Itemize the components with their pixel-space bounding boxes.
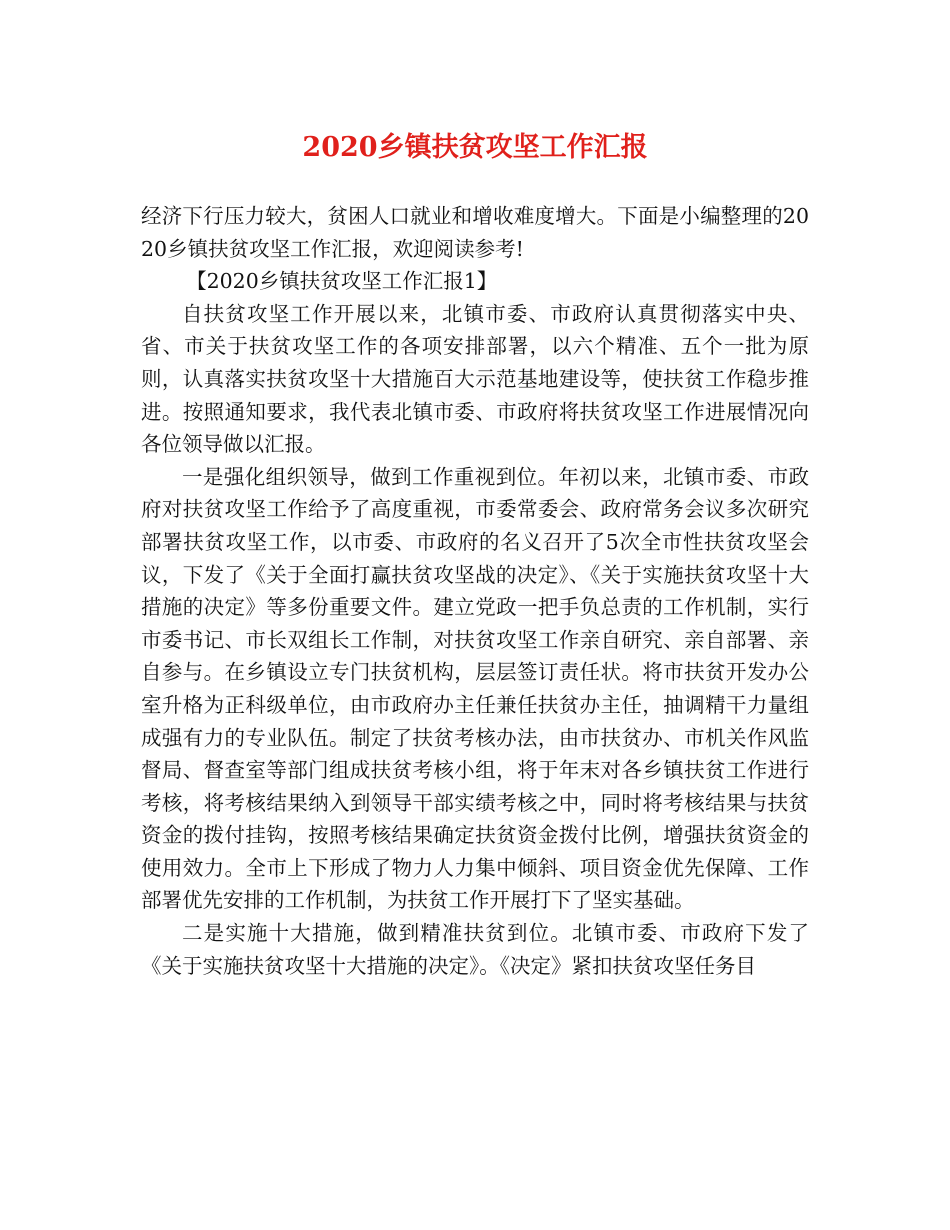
section-heading: 【2020乡镇扶贫攻坚工作汇报1】 [186,269,498,294]
body-paragraph-1: 自扶贫攻坚工作开展以来，北镇市委、市政府认真贯彻落实中央、省、市关于扶贫攻坚工作的各项安排部署，以六个精准、五个一批为原则，认真落实扶贫攻坚十大措施百大示范基地建设等，使扶贫工作稳步推进。按照通知要求，我代表北镇市委、市政府将扶贫攻坚工作进展情况向各位领导做以汇报。 [141,301,809,457]
document-title: 2020乡镇扶贫攻坚工作汇报 [302,132,648,163]
body-paragraph-3: 二是实施十大措施，做到精准扶贫到位。北镇市委、市政府下发了《关于实施扶贫攻坚十大措施的决定》。《决定》紧扣扶贫攻坚任务目 [141,921,809,978]
intro-paragraph: 经济下行压力较大，贫困人口就业和增收难度增大。下面是小编整理的2020乡镇扶贫攻坚工作汇报，欢迎阅读参考! [141,204,809,261]
body-paragraph-2: 一是强化组织领导，做到工作重视到位。年初以来，北镇市委、市政府对扶贫攻坚工作给予了高度重视，市委常委会、政府常务会议多次研究部署扶贫攻坚工作，以市委、市政府的名义召开了5次全市性扶贫攻坚会议，下发了《关于全面打赢扶贫攻坚战的决定》、《关于实施扶贫攻坚十大措施的决定》等多份重要文件。建立党政一把手负总责的工作机制，实行市委书记、市长双组长工作制，对扶贫攻坚工作亲自研究、亲自部署、亲自参与。在乡镇设立专门扶贫机构，层层签订责任状。将市扶贫开发办公室升格为正科级单位，由市政府办主任兼任扶贫办主任，抽调精干力量组成强有力的专业队伍。制定了扶贫考核办法，由市扶贫办、市机关作风监督局、督查室等部门组成扶贫考核小组，将于年末对各乡镇扶贫工作进行考核，将考核结果纳入到领导干部实绩考核之中，同时将考核结果与扶贫资金的拨付挂钩，按照考核结果确定扶贫资金拨付比例，增强扶贫资金的使用效力。全市上下形成了物力人力集中倾斜、项目资金优先保障、工作部署优先安排的工作机制，为扶贫工作开展打下了坚实基础。 [141,464,809,913]
